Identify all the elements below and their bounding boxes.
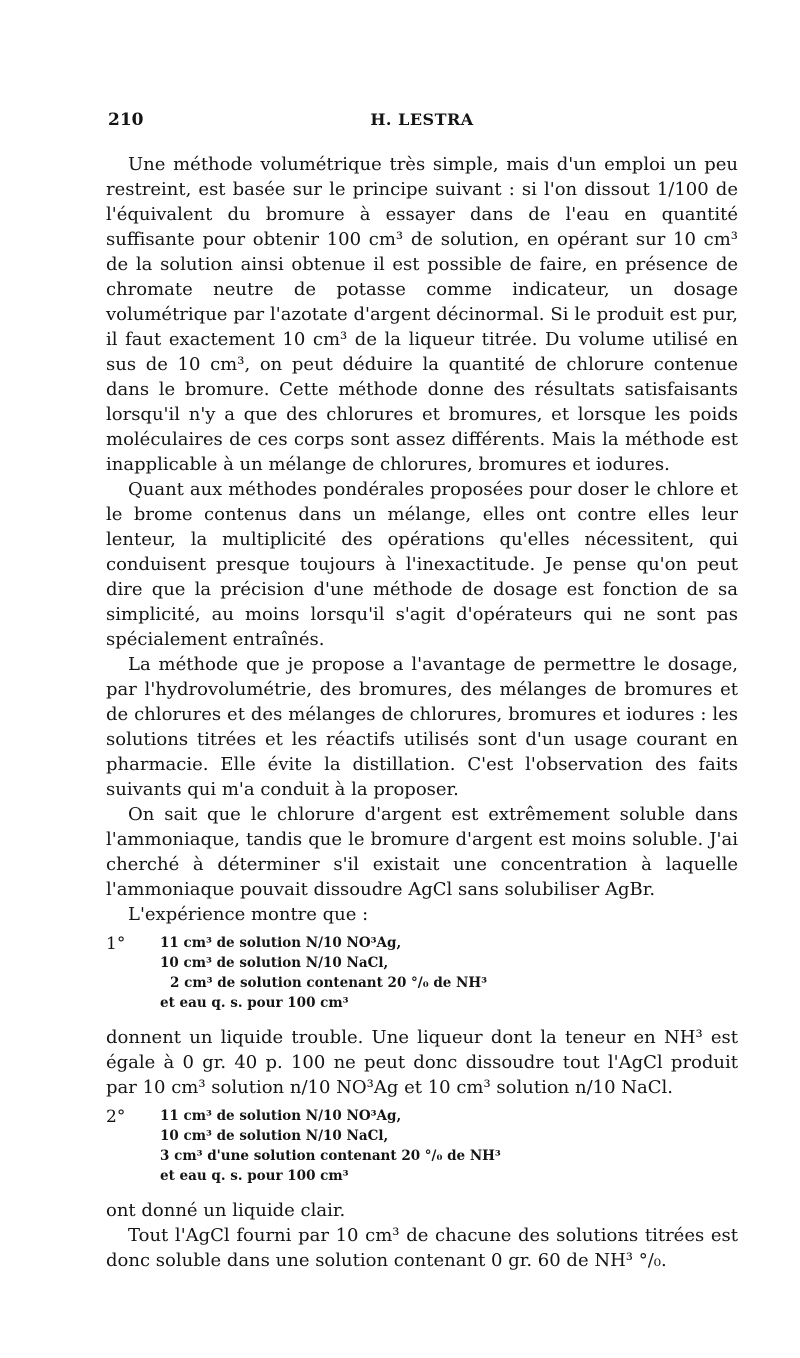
- list-line: 10 cm³ de solution N/10 NaCl,: [160, 955, 389, 971]
- list-line: 11 cm³ de solution N/10 NO³Ag,: [160, 935, 402, 951]
- list-line: 2 cm³ de solution contenant 20 °/₀ de NH³: [170, 975, 488, 991]
- page: [106, 110, 738, 1273]
- page-body: [106, 152, 738, 1273]
- list-line: et eau q. s. pour 100 cm³: [160, 995, 349, 1011]
- page-number: 210: [108, 110, 144, 130]
- paragraph: L'expérience montre que :: [128, 904, 369, 925]
- paragraph: La méthode que je propose a l'avantage de permettre le dosage, par l'hydrovolumétrie, des bromures, des mélanges de bromures et de chlorures et des mélanges de chlorures, bromures et iodures : les solutions titrées et les réactifs utilisés sont d'un usage courant en pharmacie. Elle évite la distillation. C'est l'observation des faits suivants qui m'a conduit à la proposer.: [106, 654, 738, 800]
- list-lines: [160, 933, 487, 1013]
- list-number: 2°: [106, 1107, 126, 1127]
- list-item: [106, 1106, 738, 1186]
- list-item: [106, 933, 738, 1013]
- paragraph: Quant aux méthodes pondérales proposées pour doser le chlore et le brome contenus dans un mélange, elles ont contre elles leur lenteur, la multiplicité des opérations qu'elles nécessitent, qui conduisent presque toujours à l'inexactitude. Je pense qu'on peut dire que la précision d'une méthode de dosage est fonction de sa simplicité, au moins lorsqu'il s'agit d'opérateurs qui ne sont pas spécialement entraînés.: [106, 479, 738, 650]
- experiment-list-1: [106, 933, 738, 1013]
- experiment-list-2: [106, 1106, 738, 1186]
- paragraph: On sait que le chlorure d'argent est extrêmement soluble dans l'ammoniaque, tandis que le bromure d'argent est moins soluble. J'ai cherché à déterminer s'il existait une concentration à laquelle l'ammoniaque pouvait dissoudre AgCl sans solubiliser AgBr.: [106, 804, 738, 900]
- paragraph: donnent un liquide trouble. Une liqueur dont la teneur en NH³ est égale à 0 gr. 40 p. 100 ne peut donc dissoudre tout l'AgCl produit par 10 cm³ solution n/10 NO³Ag et 10 cm³ solution n/10 NaCl.: [106, 1027, 738, 1098]
- page-header: [106, 110, 738, 136]
- list-line: 11 cm³ de solution N/10 NO³Ag,: [160, 1108, 402, 1124]
- list-lines: [160, 1106, 501, 1186]
- list-line: 10 cm³ de solution N/10 NaCl,: [160, 1128, 389, 1144]
- list-line: et eau q. s. pour 100 cm³: [160, 1168, 349, 1184]
- paragraph: ont donné un liquide clair.: [106, 1200, 346, 1221]
- paragraph: Tout l'AgCl fourni par 10 cm³ de chacune des solutions titrées est donc soluble dans une solution contenant 0 gr. 60 de NH³ °/₀.: [106, 1225, 738, 1271]
- list-number: 1°: [106, 934, 126, 954]
- list-line: 3 cm³ d'une solution contenant 20 °/₀ de NH³: [160, 1148, 501, 1164]
- paragraph: Une méthode volumétrique très simple, mais d'un emploi un peu restreint, est basée sur le principe suivant : si l'on dissout 1/100 de l'équivalent du bromure à essayer dans de l'eau en quantité suffisante pour obtenir 100 cm³ de solution, en opérant sur 10 cm³ de la solution ainsi obtenue il est possible de faire, en présence de chromate neutre de potasse comme indicateur, un dosage volumétrique par l'azotate d'argent décinormal. Si le produit est pur, il faut exactement 10 cm³ de la liqueur titrée. Du volume utilisé en sus de 10 cm³, on peut déduire la quantité de chlorure contenue dans le bromure. Cette méthode donne des résultats satisfaisants lorsqu'il n'y a que des chlorures et bromures, et lorsque les poids moléculaires de ces corps sont assez différents. Mais la méthode est inapplicable à un mélange de chlorures, bromures et iodures.: [106, 154, 738, 475]
- running-title: H. LESTRA: [370, 110, 474, 129]
